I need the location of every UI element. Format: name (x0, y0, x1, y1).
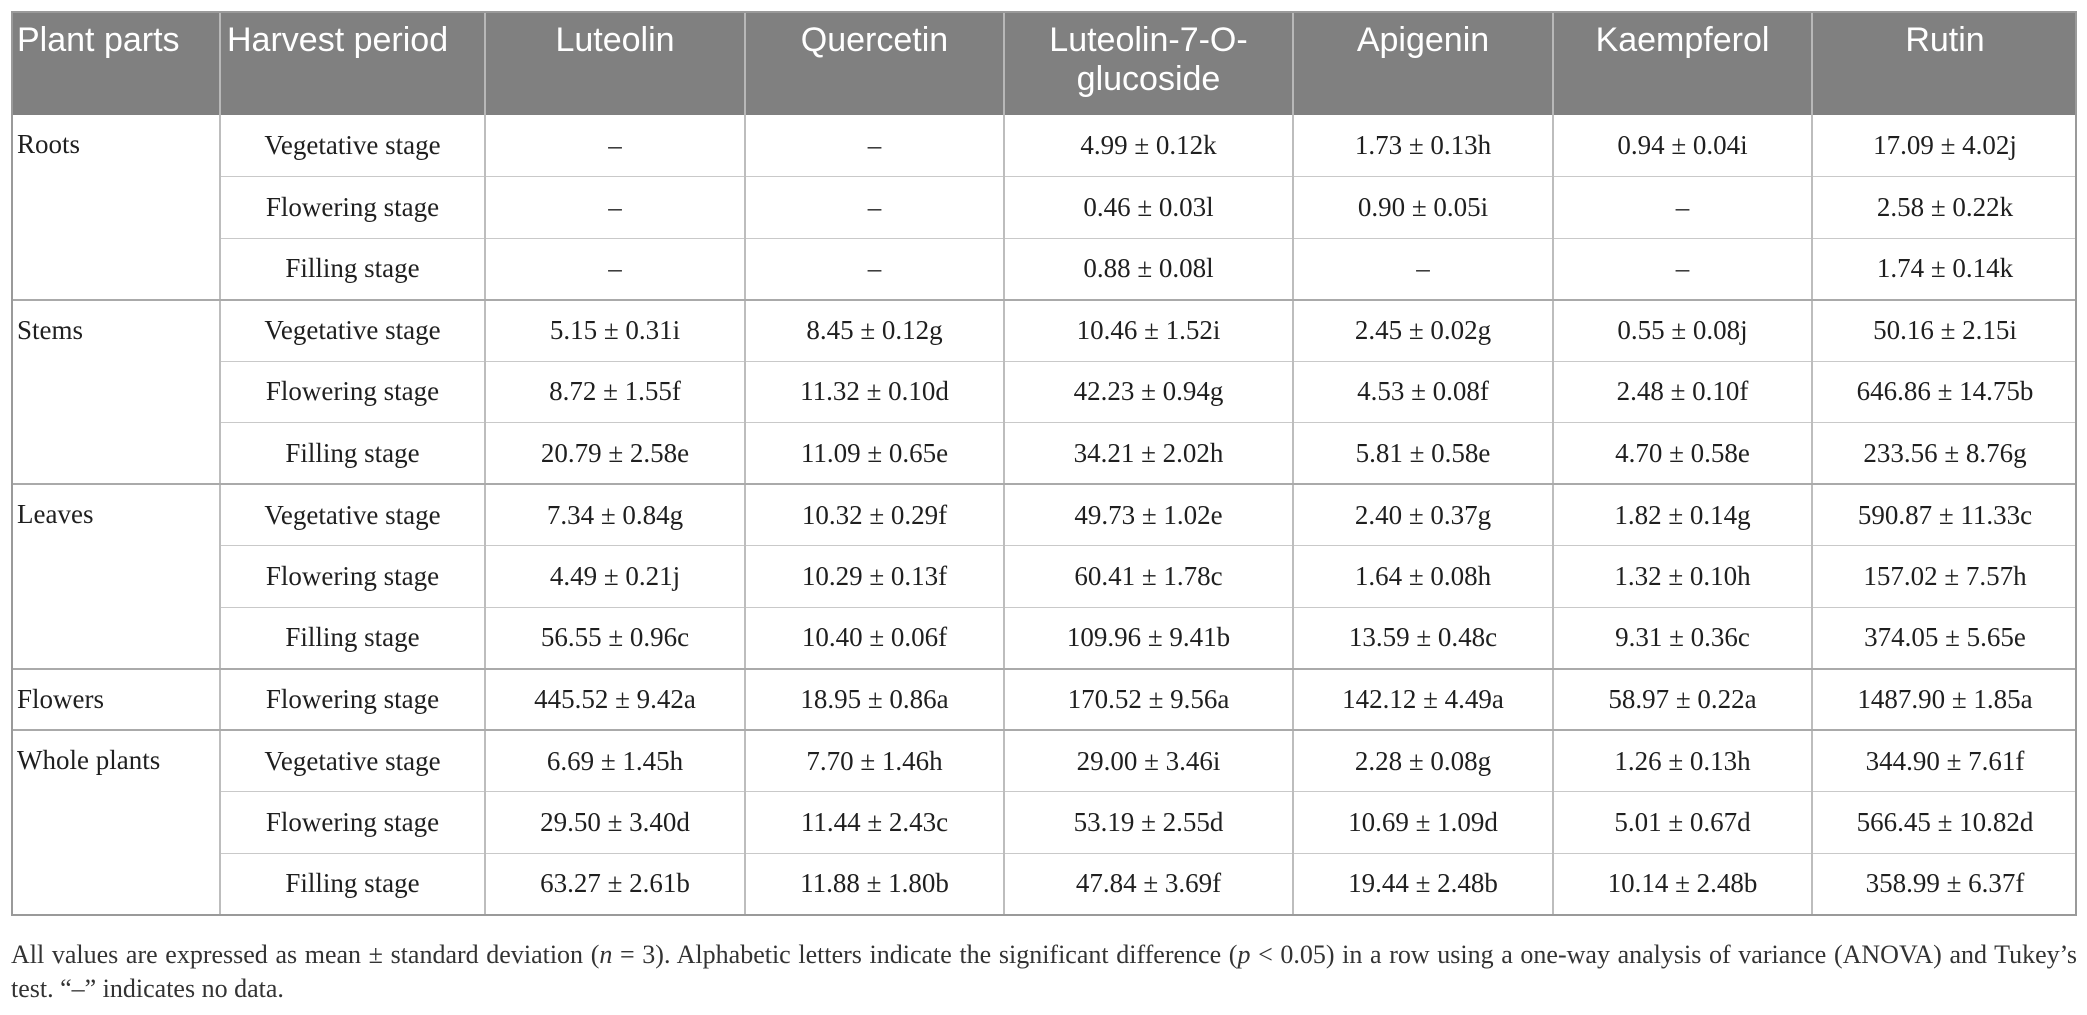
harvest-period-cell: Filling stage (220, 423, 485, 485)
quercetin-value-cell: 11.44 ± 2.43c (745, 792, 1004, 854)
table-row (11, 792, 2077, 854)
rutin-value-cell: 358.99 ± 6.37f (1812, 853, 2077, 915)
header-luteolin-7-o-glucoside: Luteolin-7-O-glucoside (1004, 11, 1293, 115)
luteolin-value-cell: 6.69 ± 1.45h (485, 730, 745, 792)
harvest-period-cell: Filling stage (220, 853, 485, 915)
apigenin-value-cell: 4.53 ± 0.08f (1293, 361, 1553, 423)
apigenin-value-cell: 13.59 ± 0.48c (1293, 607, 1553, 669)
header-harvest-period: Harvest period (220, 11, 485, 115)
luteolin-value-cell: 8.72 ± 1.55f (485, 361, 745, 423)
table-row (11, 177, 2077, 239)
rutin-value-cell: 590.87 ± 11.33c (1812, 484, 2077, 546)
kaempferol-value-cell: – (1553, 177, 1812, 239)
harvest-period-cell: Flowering stage (220, 669, 485, 731)
kaempferol-value-cell: 1.82 ± 0.14g (1553, 484, 1812, 546)
harvest-period-cell: Vegetative stage (220, 730, 485, 792)
rutin-value-cell: 646.86 ± 14.75b (1812, 361, 2077, 423)
header-apigenin: Apigenin (1293, 11, 1553, 115)
kaempferol-value-cell: 0.94 ± 0.04i (1553, 115, 1812, 177)
quercetin-value-cell: 11.09 ± 0.65e (745, 423, 1004, 485)
plant-part-cell: Stems (11, 300, 220, 485)
header-luteolin: Luteolin (485, 11, 745, 115)
plant-part-cell: Flowers (11, 669, 220, 731)
kaempferol-value-cell: 1.32 ± 0.10h (1553, 546, 1812, 608)
kaempferol-value-cell: 2.48 ± 0.10f (1553, 361, 1812, 423)
table-row (11, 423, 2077, 485)
luteolin-7-o-glucoside-value-cell: 0.88 ± 0.08l (1004, 238, 1293, 300)
luteolin-7-o-glucoside-value-cell: 170.52 ± 9.56a (1004, 669, 1293, 731)
quercetin-value-cell: 10.29 ± 0.13f (745, 546, 1004, 608)
flavonoid-table (11, 11, 2077, 916)
kaempferol-value-cell: 1.26 ± 0.13h (1553, 730, 1812, 792)
luteolin-value-cell: 4.49 ± 0.21j (485, 546, 745, 608)
harvest-period-cell: Vegetative stage (220, 484, 485, 546)
luteolin-7-o-glucoside-value-cell: 109.96 ± 9.41b (1004, 607, 1293, 669)
harvest-period-cell: Vegetative stage (220, 115, 485, 177)
rutin-value-cell: 566.45 ± 10.82d (1812, 792, 2077, 854)
table-row (11, 300, 2077, 362)
luteolin-7-o-glucoside-value-cell: 60.41 ± 1.78c (1004, 546, 1293, 608)
rutin-value-cell: 233.56 ± 8.76g (1812, 423, 2077, 485)
quercetin-value-cell: 11.32 ± 0.10d (745, 361, 1004, 423)
luteolin-value-cell: – (485, 115, 745, 177)
luteolin-value-cell: – (485, 238, 745, 300)
luteolin-7-o-glucoside-value-cell: 10.46 ± 1.52i (1004, 300, 1293, 362)
luteolin-7-o-glucoside-value-cell: 4.99 ± 0.12k (1004, 115, 1293, 177)
luteolin-7-o-glucoside-value-cell: 49.73 ± 1.02e (1004, 484, 1293, 546)
apigenin-value-cell: 5.81 ± 0.58e (1293, 423, 1553, 485)
table-container (11, 11, 2077, 916)
rutin-value-cell: 374.05 ± 5.65e (1812, 607, 2077, 669)
kaempferol-value-cell: 5.01 ± 0.67d (1553, 792, 1812, 854)
footnote-text-3: < 0.05) in a row using a one-way analysis of variance (ANOVA) and Tukey’s test. “–” indicates no data. (11, 940, 2077, 1003)
harvest-period-cell: Flowering stage (220, 361, 485, 423)
footnote-p-symbol: p (1237, 940, 1251, 969)
quercetin-value-cell: 7.70 ± 1.46h (745, 730, 1004, 792)
quercetin-value-cell: 10.40 ± 0.06f (745, 607, 1004, 669)
harvest-period-cell: Filling stage (220, 607, 485, 669)
apigenin-value-cell: 2.28 ± 0.08g (1293, 730, 1553, 792)
kaempferol-value-cell: 10.14 ± 2.48b (1553, 853, 1812, 915)
kaempferol-value-cell: 0.55 ± 0.08j (1553, 300, 1812, 362)
table-row (11, 853, 2077, 915)
plant-part-cell: Roots (11, 115, 220, 300)
rutin-value-cell: 50.16 ± 2.15i (1812, 300, 2077, 362)
plant-part-cell: Leaves (11, 484, 220, 669)
table-row (11, 115, 2077, 177)
harvest-period-cell: Flowering stage (220, 792, 485, 854)
luteolin-value-cell: – (485, 177, 745, 239)
table-row (11, 607, 2077, 669)
luteolin-value-cell: 56.55 ± 0.96c (485, 607, 745, 669)
apigenin-value-cell: – (1293, 238, 1553, 300)
luteolin-value-cell: 20.79 ± 2.58e (485, 423, 745, 485)
harvest-period-cell: Flowering stage (220, 177, 485, 239)
apigenin-value-cell: 10.69 ± 1.09d (1293, 792, 1553, 854)
apigenin-value-cell: 142.12 ± 4.49a (1293, 669, 1553, 731)
footnote-text-2: = 3). Alphabetic letters indicate the significant difference ( (612, 940, 1238, 969)
luteolin-7-o-glucoside-value-cell: 34.21 ± 2.02h (1004, 423, 1293, 485)
table-footnote (11, 938, 2077, 1006)
luteolin-value-cell: 7.34 ± 0.84g (485, 484, 745, 546)
rutin-value-cell: 1487.90 ± 1.85a (1812, 669, 2077, 731)
harvest-period-cell: Vegetative stage (220, 300, 485, 362)
luteolin-7-o-glucoside-value-cell: 53.19 ± 2.55d (1004, 792, 1293, 854)
luteolin-value-cell: 29.50 ± 3.40d (485, 792, 745, 854)
apigenin-value-cell: 1.64 ± 0.08h (1293, 546, 1553, 608)
quercetin-value-cell: 8.45 ± 0.12g (745, 300, 1004, 362)
table-header (11, 11, 2077, 115)
luteolin-7-o-glucoside-value-cell: 0.46 ± 0.03l (1004, 177, 1293, 239)
header-row (11, 11, 2077, 115)
rutin-value-cell: 157.02 ± 7.57h (1812, 546, 2077, 608)
apigenin-value-cell: 0.90 ± 0.05i (1293, 177, 1553, 239)
table-row (11, 546, 2077, 608)
kaempferol-value-cell: – (1553, 238, 1812, 300)
rutin-value-cell: 1.74 ± 0.14k (1812, 238, 2077, 300)
header-plant-parts: Plant parts (11, 11, 220, 115)
plant-part-cell: Whole plants (11, 730, 220, 915)
harvest-period-cell: Filling stage (220, 238, 485, 300)
header-quercetin: Quercetin (745, 11, 1004, 115)
rutin-value-cell: 344.90 ± 7.61f (1812, 730, 2077, 792)
quercetin-value-cell: – (745, 238, 1004, 300)
header-rutin: Rutin (1812, 11, 2077, 115)
rutin-value-cell: 17.09 ± 4.02j (1812, 115, 2077, 177)
header-kaempferol: Kaempferol (1553, 11, 1812, 115)
quercetin-value-cell: – (745, 177, 1004, 239)
quercetin-value-cell: 10.32 ± 0.29f (745, 484, 1004, 546)
luteolin-7-o-glucoside-value-cell: 42.23 ± 0.94g (1004, 361, 1293, 423)
luteolin-7-o-glucoside-value-cell: 47.84 ± 3.69f (1004, 853, 1293, 915)
table-row (11, 730, 2077, 792)
quercetin-value-cell: 11.88 ± 1.80b (745, 853, 1004, 915)
table-body (11, 115, 2077, 915)
harvest-period-cell: Flowering stage (220, 546, 485, 608)
apigenin-value-cell: 1.73 ± 0.13h (1293, 115, 1553, 177)
luteolin-7-o-glucoside-value-cell: 29.00 ± 3.46i (1004, 730, 1293, 792)
apigenin-value-cell: 19.44 ± 2.48b (1293, 853, 1553, 915)
kaempferol-value-cell: 9.31 ± 0.36c (1553, 607, 1812, 669)
quercetin-value-cell: – (745, 115, 1004, 177)
kaempferol-value-cell: 4.70 ± 0.58e (1553, 423, 1812, 485)
apigenin-value-cell: 2.40 ± 0.37g (1293, 484, 1553, 546)
luteolin-value-cell: 63.27 ± 2.61b (485, 853, 745, 915)
footnote-n-symbol: n (599, 940, 613, 969)
table-row (11, 361, 2077, 423)
table-row (11, 484, 2077, 546)
kaempferol-value-cell: 58.97 ± 0.22a (1553, 669, 1812, 731)
apigenin-value-cell: 2.45 ± 0.02g (1293, 300, 1553, 362)
rutin-value-cell: 2.58 ± 0.22k (1812, 177, 2077, 239)
quercetin-value-cell: 18.95 ± 0.86a (745, 669, 1004, 731)
luteolin-value-cell: 5.15 ± 0.31i (485, 300, 745, 362)
table-row (11, 238, 2077, 300)
table-row (11, 669, 2077, 731)
luteolin-value-cell: 445.52 ± 9.42a (485, 669, 745, 731)
footnote-text-1: All values are expressed as mean ± standard deviation ( (11, 940, 600, 969)
